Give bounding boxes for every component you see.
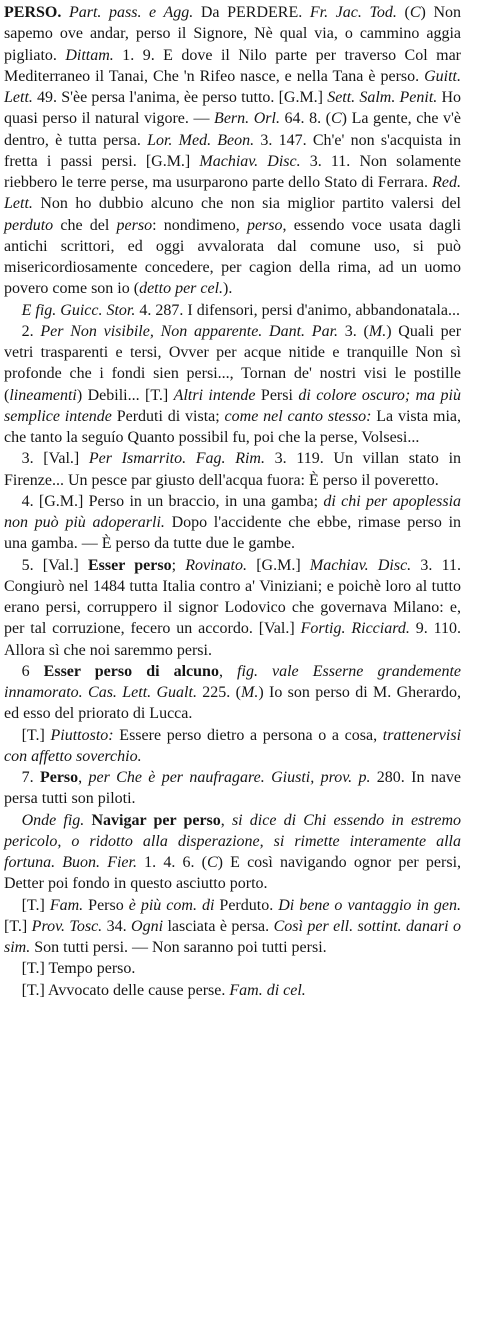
- text-run: ) E così navigando ognor per persi, Detter poi fondo in questo asciutto porto.: [4, 854, 462, 893]
- text-run: Guitt. Lett.: [4, 67, 461, 106]
- text-run: Son tutti persi. — Non saranno poi tutti persi.: [30, 939, 327, 956]
- text-run: ) Debili... [T.]: [76, 386, 174, 404]
- text-run: 4. [G.M.] Perso in un braccio, in una gamba;: [21, 492, 324, 510]
- text-run: C: [206, 854, 218, 871]
- text-run: Machiav. Disc.: [199, 152, 301, 170]
- text-run: [T.]: [21, 726, 51, 744]
- dictionary-entry-perso: [4, 2, 461, 300]
- text-run: C: [331, 110, 342, 128]
- text-run: ) La gente, che v'è dentro, è tutta persa.: [4, 110, 461, 149]
- text-run: [T.]: [21, 896, 50, 914]
- dictionary-entry-6b: [4, 725, 461, 768]
- text-run: ,: [78, 769, 89, 786]
- text-run: ) Io son perso di M. Gherardo, ed esso del priorato di Lucca.: [4, 684, 462, 723]
- text-run: Perso: [83, 896, 129, 914]
- text-run: Di bene o vantaggio in gen.: [278, 896, 461, 914]
- text-run: [T.]: [4, 917, 32, 935]
- text-run: Part. pass. e Agg.: [61, 4, 194, 21]
- text-run: per Che è per naufragare. Giusti, prov. p.: [88, 769, 371, 786]
- text-run: E fig. Guicc. Stor.: [21, 301, 136, 319]
- text-run: 3. [Val.]: [21, 450, 89, 468]
- text-run: Lor. Med. Beon.: [147, 131, 255, 149]
- text-run: [T.] Avvocato delle cause perse.: [21, 981, 230, 999]
- text-run: 225. (: [196, 684, 241, 701]
- text-run: Onde fig.: [21, 811, 85, 829]
- text-run: 5. [Val.]: [21, 556, 88, 574]
- text-run: di colore oscuro; ma più semplice intende: [4, 386, 462, 425]
- text-run: di chi per apoplessia non può più adoperarli.: [4, 492, 462, 531]
- text-run: Da: [193, 4, 228, 21]
- text-run: , essendo voce usata dagli antichi scrittori, ed oggi avvalorata dal comune uso, si può misericordiosamente concedere, per cagion della rima, ad un uomo povero come son io (: [4, 216, 462, 298]
- text-run: che del: [53, 216, 117, 234]
- text-run: perso: [246, 216, 283, 234]
- text-run: (: [396, 4, 410, 21]
- dictionary-entry-fam: [4, 895, 461, 959]
- text-run: 6: [21, 662, 44, 680]
- text-run: ) Non sapemo ove andar, perso il Signore, Nè qual via, o cammino aggia pigliato.: [4, 4, 462, 64]
- dictionary-entry-6: [4, 661, 461, 725]
- text-run: ,: [220, 811, 232, 829]
- text-run: perduto: [4, 216, 54, 234]
- text-run: Per Non visibile, Non apparente. Dant. Par.: [40, 322, 339, 340]
- text-run: lineamenti: [9, 386, 77, 404]
- text-run: 3. 11. Non solamente riebbero le terre perse, ma usurparono parte dello Stato di Ferrara.: [4, 152, 461, 191]
- dictionary-entry-tempo: [4, 958, 461, 979]
- text-run: 3. 147. Ch'e' non s'acquista in fretta i passi persi. [G.M.]: [4, 131, 462, 170]
- dictionary-entry-4: [4, 491, 461, 555]
- dictionary-entry-fig: [4, 300, 461, 321]
- text-run: fig. vale Esserne grandemente innamorato. Cas. Lett. Gualt.: [4, 662, 462, 701]
- text-run: Ogni: [131, 917, 164, 935]
- text-run: 3. 119. Un villan stato in Firenze... Un pesce par giusto dell'acqua fuora: È perso il poveretto.: [4, 450, 462, 489]
- text-run: 2.: [21, 322, 41, 340]
- dictionary-entry-2: [4, 321, 461, 449]
- text-run: Fam.: [49, 896, 84, 914]
- dictionary-entry-avvocato: [4, 980, 461, 1001]
- text-run: Piuttosto:: [50, 726, 114, 744]
- text-run: Prov. Tosc.: [31, 917, 103, 935]
- text-run: 3. (: [338, 322, 369, 340]
- text-run: trattenervisi con affetto soverchio.: [4, 726, 462, 765]
- text-run: ) Quali per vetri trasparenti e tersi, Ovver per acque nitide e tranquille Non sì profonde che i fondi sien persi..., Tornan de' nostri visi le postille (: [4, 322, 462, 404]
- text-run: Navigar per perso: [91, 811, 221, 829]
- text-run: M.: [368, 322, 387, 340]
- dictionary-entry-5: [4, 555, 461, 661]
- text-run: Rovinato.: [185, 556, 247, 574]
- text-run: Perso: [39, 769, 79, 786]
- text-run: Altri intende: [173, 386, 256, 404]
- text-run: M.: [240, 684, 259, 701]
- text-run: [G.M.]: [247, 556, 310, 574]
- text-run: perso: [116, 216, 153, 234]
- text-run: 49. S'èe persa l'anima, èe perso tutto. [G.M.]: [32, 89, 328, 106]
- text-run: è più com. di: [128, 896, 215, 914]
- text-run: PERDERE.: [227, 4, 303, 21]
- text-run: lasciata è persa.: [163, 917, 274, 935]
- text-run: 7.: [21, 769, 40, 786]
- text-run: 280. In nave persa tutti son piloti.: [4, 769, 462, 808]
- text-run: ;: [171, 556, 186, 574]
- text-run: Fortig. Ricciard.: [300, 620, 410, 638]
- text-run: Così per ell. sottint. danari o sim.: [4, 917, 462, 956]
- text-run: 34.: [102, 917, 132, 935]
- text-run: 9. 110. Allora sì che noi saremmo persi.: [4, 620, 462, 659]
- dictionary-entry-3: [4, 448, 461, 491]
- text-run: Ho quasi perso il natural vigore. —: [4, 89, 462, 128]
- text-run: 1. 4. 6. (: [137, 854, 207, 871]
- text-run: detto per cel.: [139, 280, 224, 298]
- text-run: Bern. Orl.: [214, 110, 280, 128]
- text-run: Fam. di cel.: [229, 981, 306, 999]
- text-run: C: [409, 4, 421, 21]
- text-run: ,: [218, 662, 238, 680]
- text-run: come nel canto stesso:: [224, 407, 372, 425]
- text-run: Machiav. Disc.: [309, 556, 412, 574]
- text-run: Perduti di vista;: [111, 407, 225, 425]
- dictionary-entry-7b: [4, 810, 461, 895]
- text-run: : nondimeno,: [152, 216, 247, 234]
- text-run: si dice di Chi essendo in estremo pericolo, o ridotto alla disperazione, si rimette interamente alla fortuna. Buon. Fier.: [4, 811, 462, 871]
- text-run: Perduto.: [214, 896, 279, 914]
- text-run: Non ho dubbio alcuno che non sia miglior partito valersi del: [32, 195, 461, 213]
- dictionary-entry-7: [4, 767, 461, 810]
- text-run: Persi: [255, 386, 299, 404]
- text-run: Per Ismarrito. Fag. Rim.: [88, 450, 265, 468]
- text-run: Sett. Salm. Penit.: [327, 89, 438, 106]
- text-run: Essere perso dietro a persona o a cosa,: [113, 726, 383, 744]
- text-run: 3. 11. Congiurò nel 1484 tutta Italia contro a' Viniziani; e poichè loro al tutto erano persi, corruppero il signor Lodovico che governava Milano: e, per tal corruzione, fecero un accordo. [Val.]: [4, 556, 462, 638]
- text-run: Dittam.: [65, 46, 114, 64]
- text-run: 64. 8. (: [279, 110, 331, 128]
- text-run: ).: [223, 280, 233, 298]
- text-run: Dopo l'accidente che ebbe, rimase perso in una gamba. — È perso da tutte due le gambe.: [4, 514, 462, 553]
- text-run: [T.] Tempo perso.: [21, 960, 136, 978]
- text-run: PERSO.: [4, 4, 62, 21]
- text-run: La vista mia, che tanto la seguío Quanto possibil fu, poi che la perse, Volsesi...: [4, 407, 462, 446]
- text-run: 1. 9. E dove il Nilo parte per traverso Col mar Mediterraneo il Tanai, Che 'n Rifeo nasce, e nella Tana è perso.: [4, 46, 461, 85]
- text-run: Esser perso: [88, 556, 172, 574]
- text-run: Fr. Jac. Tod.: [302, 4, 397, 21]
- text-run: 4. 287. I difensori, persi d'animo, abbandonatala...: [135, 301, 460, 319]
- text-run: Red. Lett.: [4, 174, 461, 213]
- text-run: Esser perso di alcuno: [43, 662, 219, 680]
